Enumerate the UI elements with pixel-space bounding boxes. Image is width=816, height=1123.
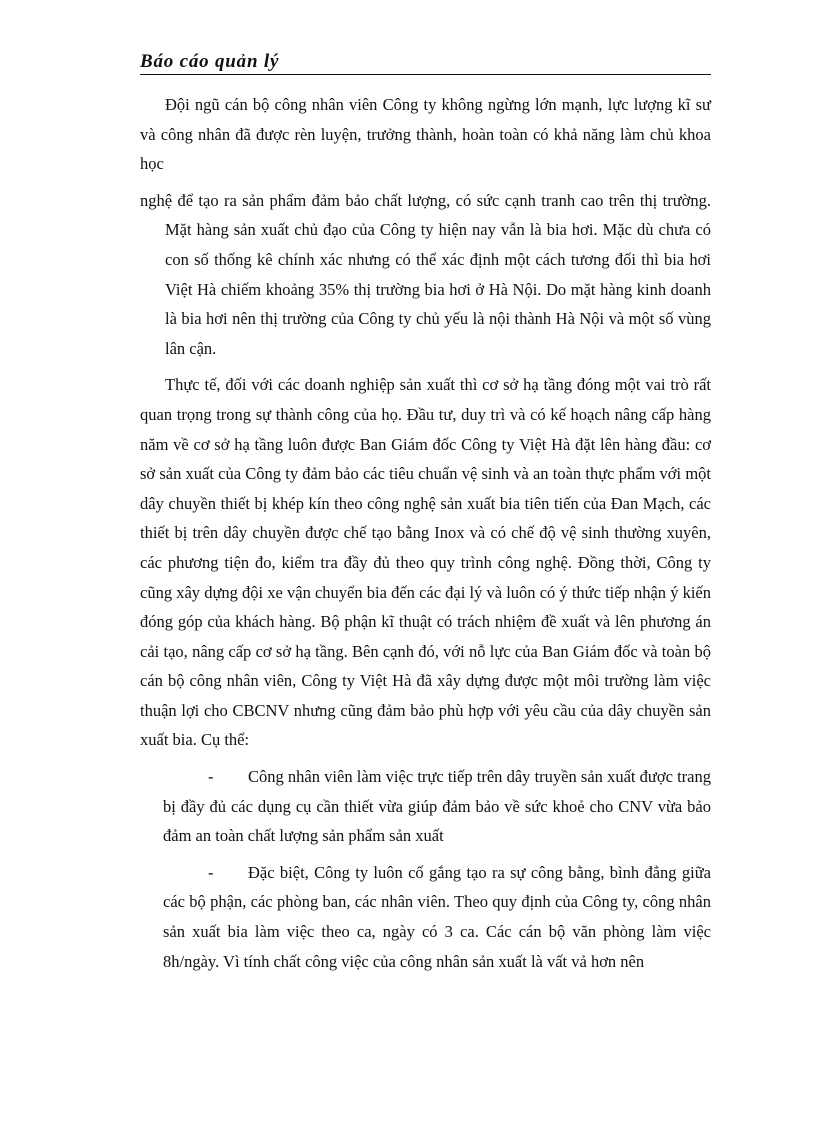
bullet-item-2 [140,858,711,976]
bullet-text-2: Đặc biệt, Công ty luôn cố gắng tạo ra sự công bằng, bình đẳng giữa các bộ phận, các phòng ban, các nhân viên. Theo quy định của Công ty, công nhân sản xuất bia làm việc theo ca, ngày có 3 ca. Các cán bộ văn phòng làm việc 8h/ngày. Vì tính chất công việc của công nhân sản xuất là vất vả hơn nên [163,862,711,971]
bullet-text-1: Công nhân viên làm việc trực tiếp trên dây truyền sản xuất được trang bị đầy đủ các dụng cụ cần thiết vừa giúp đảm bảo về sức khoẻ cho CNV vừa bảo đảm an toàn chất lượng sản phẩm sản xuất [163,767,711,846]
paragraph-1: Đội ngũ cán bộ công nhân viên Công ty không ngừng lớn mạnh, lực lượng kĩ sư và công nhân đã được rèn luyện, trưởng thành, hoàn toàn có khả năng làm chủ khoa học [140,95,711,174]
document-body [140,90,711,983]
paragraph-3: Thực tế, đối với các doanh nghiệp sản xuất thì cơ sở hạ tầng đóng một vai trò rất quan trọng trong sự thành công của họ. Đầu tư, duy trì và có kế hoạch nâng cấp hàng năm về cơ sở hạ tầng luôn được Ban Giám đốc Công ty Việt Hà đặt lên hàng đầu: cơ sở sản xuất của Công ty đảm bảo các tiêu chuẩn vệ sinh và an toàn thực phẩm với một dây chuyền thiết bị khép kín theo công nghệ sản xuất bia tiên tiến của Đan Mạch, các thiết bị trên dây chuyền được chế tạo bằng Inox và có chế độ vệ sinh thường xuyên, các phương tiện đo, kiểm tra đầy đủ theo quy trình công nghệ. Đồng thời, Công ty cũng xây dựng đội xe vận chuyển bia đến các đại lý và luôn có ý thức tiếp nhận ý kiến đóng góp của khách hàng. Bộ phận kĩ thuật có trách nhiệm đề xuất và lên phương án cải tạo, nâng cấp cơ sở hạ tầng. Bên cạnh đó, với nỗ lực của Ban Giám đốc và toàn bộ cán bộ công nhân viên, Công ty Việt Hà đã xây dựng được một môi trường làm việc thuận lợi cho CBCNV nhưng cũng đảm bảo phù hợp với yêu cầu của dây chuyền sản xuất bia. Cụ thể: [140,375,711,750]
bullet-marker-1: - [208,767,214,787]
bullet-item-1 [140,762,711,851]
paragraph-2: nghệ để tạo ra sản phẩm đảm bảo chất lượng, có sức cạnh tranh cao trên thị trường. Mặt hàng sản xuất chủ đạo của Công ty hiện nay vẫn là bia hơi. Mặc dù chưa có con số thống kê chính xác nhưng có thể xác định một cách tương đối thì bia hơi Việt Hà chiếm khoảng 35% thị trường bia hơi ở Hà Nội. Do mặt hàng kinh doanh là bia hơi nên thị trường của Công ty chủ yếu là nội thành Hà Nội và một số vùng lân cận. [140,190,711,358]
header-title: Báo cáo quản lý [140,51,280,72]
header-rule [140,74,711,75]
page-header [140,50,711,75]
bullet-marker-2: - [208,862,214,882]
